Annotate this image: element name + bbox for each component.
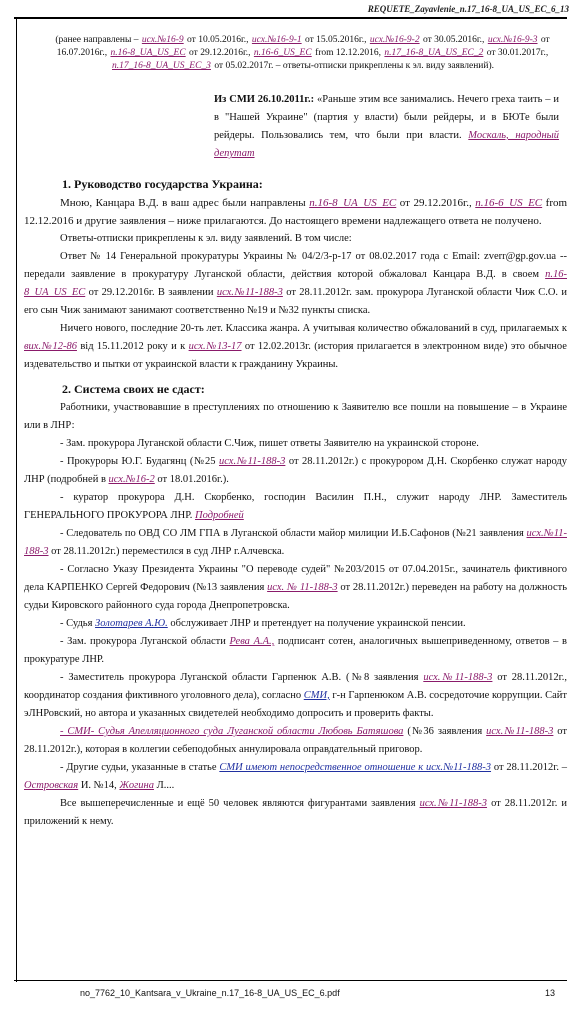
text: от 30.01.2017г.,: [486, 48, 549, 58]
text: от 28.11.2012г.), которая в коллегии себеподобных аннулировала оправдательный приговор.: [24, 726, 567, 755]
text: от 29.12.2016г.,: [189, 48, 251, 58]
link-ref-16-9-3[interactable]: исх.№16-9-3: [487, 35, 538, 45]
text: від 15.11.2012 року и к: [80, 341, 186, 352]
link-ref-16-9-2[interactable]: исх.№16-9-2: [369, 35, 420, 45]
text: - Прокуроры Ю.Г. Будагянц (№25: [60, 456, 216, 467]
link-11-188-3[interactable]: исх.№11-188-3: [219, 456, 286, 467]
media-quote: [214, 91, 559, 163]
text: from 12.12.2016 и другие заявления – ниже прилагаются. До настоящего времени надлежащего ответа не получено.: [24, 197, 568, 227]
text: подписант сотен, аналогичных вышеприведенному, ответов – в прокуратуре ЛНР.: [24, 636, 568, 665]
text: - Следователь по ОВД СО ЛМ ГПА в Луганской области майор милиции И.Б.Сафонов (№21 заявления: [60, 528, 524, 539]
link-zolotarev[interactable]: Золотарев А.Ю.: [95, 618, 168, 629]
text: from 12.12.2016,: [315, 48, 382, 58]
text: - куратор прокурора Д.Н. Скорбенко, господин Василин П.Н., служит народу ЛНР. Заместитель ГЕНЕРАЛЬНОГО ПРОКУРОРА ЛНР.: [24, 492, 567, 521]
link-11-188-3[interactable]: исх.№11-188-3: [24, 528, 567, 557]
link-11-188-3[interactable]: исх.№11-188-3: [423, 672, 493, 683]
link-ref-16-8[interactable]: n.16-8_UA_US_EC: [110, 48, 186, 58]
link-ref-16-9[interactable]: исх.№16-9: [141, 35, 184, 45]
document-header-title: REQUETE_Zayavlenie_n.17_16-8_UA_US_EC_6_13: [367, 4, 569, 14]
text: от 28.11.2012г.) переведен на работу на должность судьи Кировского районного суда города Днепропетровска.: [24, 582, 568, 611]
left-margin-rule: [16, 17, 17, 982]
list-item: - Зам. прокурора Луганской области С.Чиж, пишет ответы Заявителю на украинской стороне.: [60, 438, 479, 449]
text: от 28.11.2012г. –: [493, 762, 568, 773]
list-item: [24, 723, 567, 759]
text: Все вышеперечисленные и ещё 50 человек являются фигурантами заявления: [60, 798, 416, 809]
header-rule: [14, 17, 567, 19]
list-item: [24, 615, 567, 633]
text: от 29.12.2016г.,: [399, 197, 472, 209]
text: Ничего нового, последние 20-ть лет. Классика жанра. А учитывая количество обжалований в суд, прилагаемых к: [60, 323, 567, 334]
link-11-188-3[interactable]: исх.№11-188-3: [486, 726, 554, 737]
footer-filename: no_7762_10_Kantsara_v_Ukraine_n.17_16-8_UA_US_EC_6.pdf: [80, 988, 340, 998]
text: от 29.12.2016г. В заявлении: [88, 287, 214, 298]
link-11-188-3[interactable]: исх. № 11-188-3: [267, 582, 338, 593]
footer-rule: [14, 980, 567, 981]
text: И. №14,: [80, 780, 117, 791]
text: от 16.07.2016г.,: [56, 35, 550, 58]
link-n16-8[interactable]: n.16-8_UA_US_EC: [309, 197, 397, 209]
text: от 28.11.2012г. зам. прокурора Луганской области Чиж С.О. и его сын Чиж занимают занимают соответственно №19 и №32 пункты списка.: [24, 287, 567, 316]
paragraph: Работники, участвовавшие в преступлениях по отношению к Заявителю все пошли на повышение – в Украине или в ЛНР:: [24, 402, 567, 431]
link-n16-8[interactable]: n.16-8_UA_US_EC: [24, 269, 567, 298]
text: от 28.11.2012г.) с прокурором Д.Н. Скорбенко служат народу ЛНР (подробней в: [24, 456, 568, 485]
section-1-heading: 1. Руководство государства Украина:: [62, 177, 263, 191]
text: (ранее направлены –: [55, 35, 139, 45]
text: - Согласно Указу Президента Украины "О переводе судей" №203/2015 от 07.04.2015г., зачинатель фиктивного дела КАРПЕНКО Сергей Федорович (№13 заявления: [24, 564, 567, 593]
link-reva[interactable]: Рева А.А.,: [229, 636, 275, 647]
link-13-17[interactable]: исх.№13-17: [188, 341, 242, 352]
link-ref-17-2[interactable]: n.17_16-8_UA_US_EC_2: [384, 48, 484, 58]
text: от 10.05.2016г.,: [187, 35, 249, 45]
text: от 15.05.2016г.,: [305, 35, 367, 45]
text: - Другие судьи, указанные в статье: [60, 762, 217, 773]
link-details[interactable]: Подробней: [195, 510, 244, 521]
list-item: [24, 759, 567, 795]
text: Л....: [156, 780, 175, 791]
list-item: [24, 489, 567, 525]
text: Мною, Канцара В.Д. в ваш адрес были направлены: [60, 197, 306, 209]
document-body: [24, 34, 567, 831]
link-n16-6[interactable]: n.16-6_US_EC: [475, 197, 543, 209]
text: - Зам. прокурора Луганской области: [60, 636, 226, 647]
text: (№36 заявления: [407, 726, 483, 737]
text: - Судья: [60, 618, 93, 629]
text: от 30.05.2016г.,: [422, 35, 485, 45]
quote-source-link[interactable]: Москаль, народный депутат: [214, 130, 560, 159]
list-item: [24, 633, 567, 669]
link-zhogina[interactable]: Жогина: [119, 780, 154, 791]
paragraph: [24, 194, 567, 230]
paragraph: Ответы-отписки прикреплены к эл. виду заявлений. В том числе:: [60, 233, 352, 244]
link-16-2[interactable]: исх.№16-2: [108, 474, 155, 485]
text: от 28.11.2012г., координатор создания фиктивного уголовного дела), согласно: [24, 672, 568, 701]
text: Ответ № 14 Генеральной прокуратуры Украины № 04/2/3-р-17 от 08.02.2017 года с Email: zverr@gp.gov.ua -- передали заявление в прокуратуру Луганской области, действия которой обжаловал Канцара В.Д. в своем: [24, 251, 567, 280]
text: г-н Гарпенюком А.В. сосредоточие коррупции. Сайт эЛНРовский, но автора и указанных свидетелей необходимо допросить и проверить факты.: [24, 690, 567, 719]
paragraph: [24, 795, 567, 831]
list-item: [24, 453, 567, 489]
link-ostrovskaya[interactable]: Островская: [24, 780, 79, 791]
text: от 05.02.2017г. – ответы-отписки прикреплены к эл. виду заявлений).: [214, 61, 495, 71]
link-ref-17-3[interactable]: n.17_16-8_UA_US_EC_3: [111, 61, 211, 71]
link-ref-16-6[interactable]: n.16-6_US_EC: [253, 48, 312, 58]
quote-text: «Раньше этим все занимались. Нечего греха таить – и в "Нашей Украине" (партия у власти) были рейдеры, и в БЮТе были рейдеры. Пользовались тем, что были при власти.: [214, 94, 559, 141]
paragraph: [24, 320, 567, 374]
paragraph: [24, 248, 567, 320]
link-11-188-3[interactable]: исх.№11-188-3: [216, 287, 283, 298]
page-number: 13: [544, 988, 555, 998]
link-media-article[interactable]: СМИ имеют непосредственное отношение к исх.№11-188-3: [219, 762, 492, 773]
link-11-188-3[interactable]: исх.№11-188-3: [419, 798, 488, 809]
list-item: [24, 669, 567, 723]
link-ref-16-9-1[interactable]: исх.№16-9-1: [251, 35, 302, 45]
text: - Заместитель прокурора Луганской области Гарпенюк А.В. (№8 заявления: [60, 672, 419, 683]
previous-references: [44, 34, 561, 73]
section-2-heading: 2. Система своих не сдаст:: [62, 382, 205, 396]
text: от 28.11.2012г. и приложений к нему.: [24, 798, 568, 827]
list-item: [24, 561, 567, 615]
text: от 28.11.2012г.) переместился в суд ЛНР г.Алчевска.: [51, 546, 285, 557]
list-item: [24, 525, 567, 561]
text: от 12.02.2013г. (история прилагается в электронном виде) это обычное издевательство и пытки от украинской власти к гражданину Украины.: [24, 341, 567, 370]
text: обслуживает ЛНР и претендует на получение украинской пенсии.: [170, 618, 466, 629]
link-12-86[interactable]: вих.№12-86: [24, 341, 77, 352]
quote-lead: Из СМИ 26.10.2011г.:: [214, 94, 315, 105]
link-media[interactable]: СМИ,: [303, 690, 330, 701]
link-media-batyashova[interactable]: - СМИ- Судья Апелляционного суда Луганской области Любовь Батяшова: [60, 726, 404, 737]
text: от 18.01.2016г.).: [157, 474, 229, 485]
